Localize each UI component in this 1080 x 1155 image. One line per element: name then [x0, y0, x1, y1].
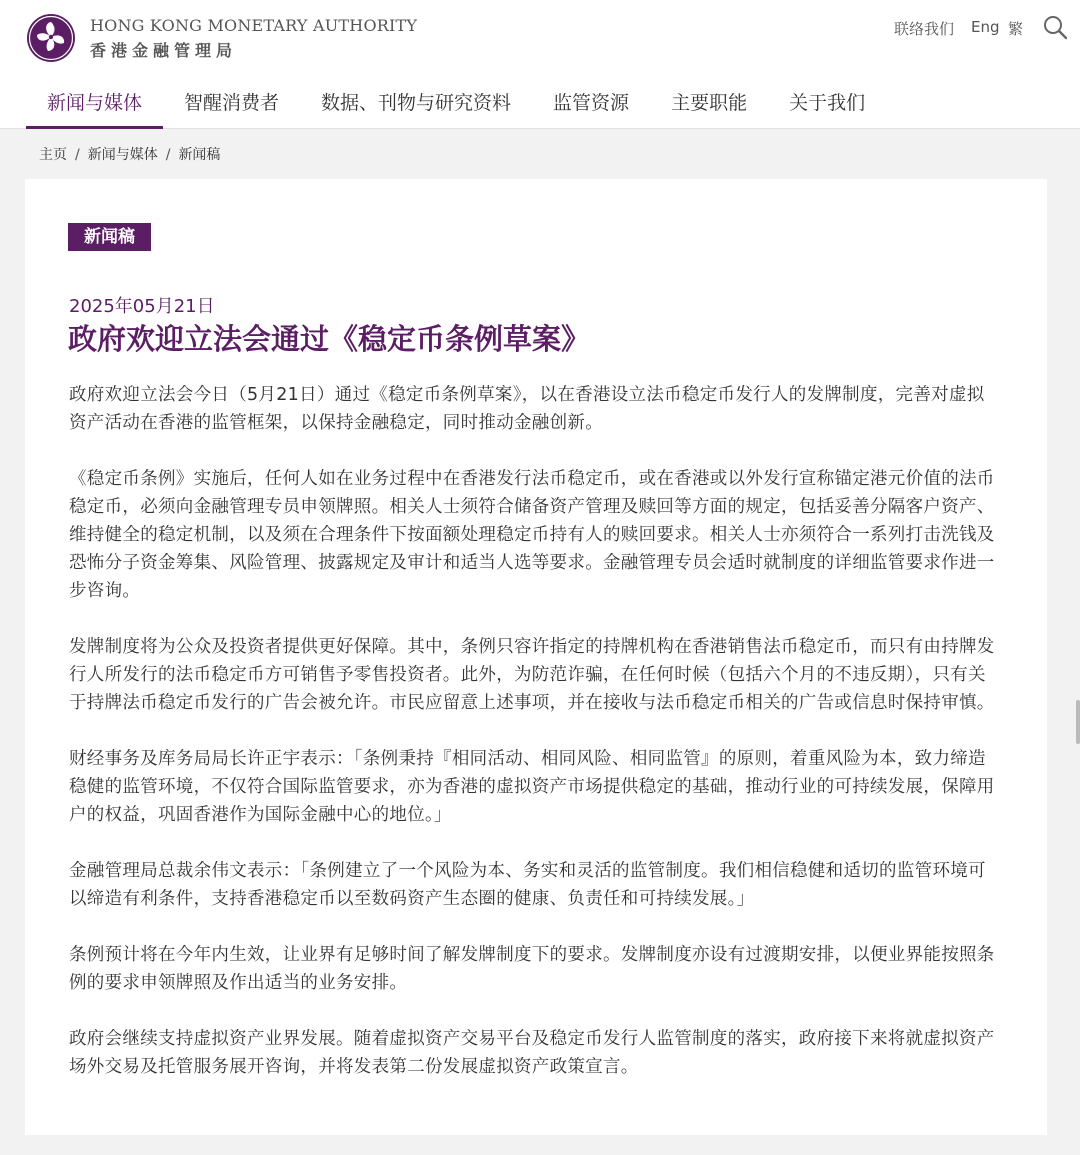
breadcrumb-home[interactable]: 主页	[39, 147, 67, 163]
search-icon[interactable]	[1042, 14, 1068, 40]
contact-us-link[interactable]: 联络我们	[894, 20, 955, 38]
hkma-bauhinia-logo-icon[interactable]	[26, 13, 76, 63]
breadcrumb	[39, 144, 220, 164]
category-badge: 新闻稿	[68, 223, 151, 251]
breadcrumb-separator: /	[165, 147, 171, 163]
article-paragraph: 发牌制度将为公众及投资者提供更好保障。其中，条例只容许指定的持牌机构在香港销售法币稳定币，而只有由持牌发行人所发行的法币稳定币方可销售予零售投资者。此外，为防范诈骗，在任何时候（包括六个月的不违反期），只有关于持牌法币稳定币发行的广告会被允许。市民应留意上述事项，并在接收与法币稳定币相关的广告或信息时保持审慎。	[69, 637, 995, 713]
logo-chinese-name: 香港金融管理局	[90, 41, 238, 60]
breadcrumb-current: 新闻稿	[178, 147, 221, 163]
article-date: 2025年05月21日	[69, 296, 215, 317]
article-title: 政府欢迎立法会通过《稳定币条例草案》	[68, 322, 591, 356]
article-paragraph: 《稳定币条例》实施后，任何人如在业务过程中在香港发行法币稳定币，或在香港或以外发行宣称锚定港元价值的法币稳定币，必须向金融管理专员申领牌照。相关人士须符合储备资产管理及赎回等方面的规定，包括妥善分隔客户资产、维持健全的稳定机制，以及须在合理条件下按面额处理稳定币持有人的赎回要求。相关人士亦须符合一系列打击洗钱及恐怖分子资金筹集、风险管理、披露规定及审计和适当人选等要求。金融管理专员会适时就制度的详细监管要求作进一步咨询。	[69, 469, 995, 601]
logo-english-name: HONG KONG MONETARY AUTHORITY	[90, 16, 418, 35]
nav-news-media[interactable]: 新闻与媒体	[26, 78, 163, 128]
article-paragraph: 财经事务及库务局局长许正宇表示：「条例秉持『相同活动、相同风险、相同监管』的原则，着重风险为本，致力缔造稳健的监管环境，不仅符合国际监管要求，亦为香港的虚拟资产市场提供稳定的基础，推动行业的可持续发展，保障用户的权益，巩固香港作为国际金融中心的地位。」	[69, 749, 995, 825]
site-header	[0, 0, 1080, 129]
article-body	[69, 381, 1001, 1109]
article-paragraph: 金融管理局总裁余伟文表示：「条例建立了一个风险为本、务实和灵活的监管制度。我们相信稳健和适切的监管环境可以缔造有利条件，支持香港稳定币以至数码资产生态圈的健康、负责任和可持续发展。」	[69, 861, 986, 909]
article-paragraph: 政府欢迎立法会今日（5月21日）通过《稳定币条例草案》，以在香港设立法币稳定币发行人的发牌制度，完善对虚拟资产活动在香港的监管框架，以保持金融稳定，同时推动金融创新。	[69, 385, 985, 433]
nav-smart-consumers[interactable]: 智醒消费者	[184, 92, 280, 114]
article-card	[25, 179, 1047, 1135]
nav-regulatory-resources[interactable]: 监管资源	[553, 92, 630, 114]
breadcrumb-separator: /	[75, 147, 80, 163]
article-paragraph: 条例预计将在今年内生效，让业界有足够时间了解发牌制度下的要求。发牌制度亦设有过渡期安排，以便业界能按照条例的要求申领牌照及作出适当的业务安排。	[69, 945, 995, 993]
main-navigation	[26, 78, 886, 128]
traditional-chinese-link[interactable]: 繁	[1008, 20, 1024, 38]
scrollbar-thumb[interactable]	[1076, 700, 1080, 744]
nav-data-publications[interactable]: 数据、刊物与研究资料	[321, 92, 512, 114]
breadcrumb-news-media[interactable]: 新闻与媒体	[87, 147, 158, 163]
article-paragraph: 政府会继续支持虚拟资产业界发展。随着虚拟资产交易平台及稳定币发行人监管制度的落实，政府接下来将就虚拟资产场外交易及托管服务展开咨询，并将发表第二份发展虚拟资产政策宣言。	[69, 1029, 995, 1077]
nav-key-functions[interactable]: 主要职能	[671, 92, 748, 114]
nav-about-us[interactable]: 关于我们	[789, 92, 866, 114]
english-language-link[interactable]: Eng	[971, 18, 1000, 36]
